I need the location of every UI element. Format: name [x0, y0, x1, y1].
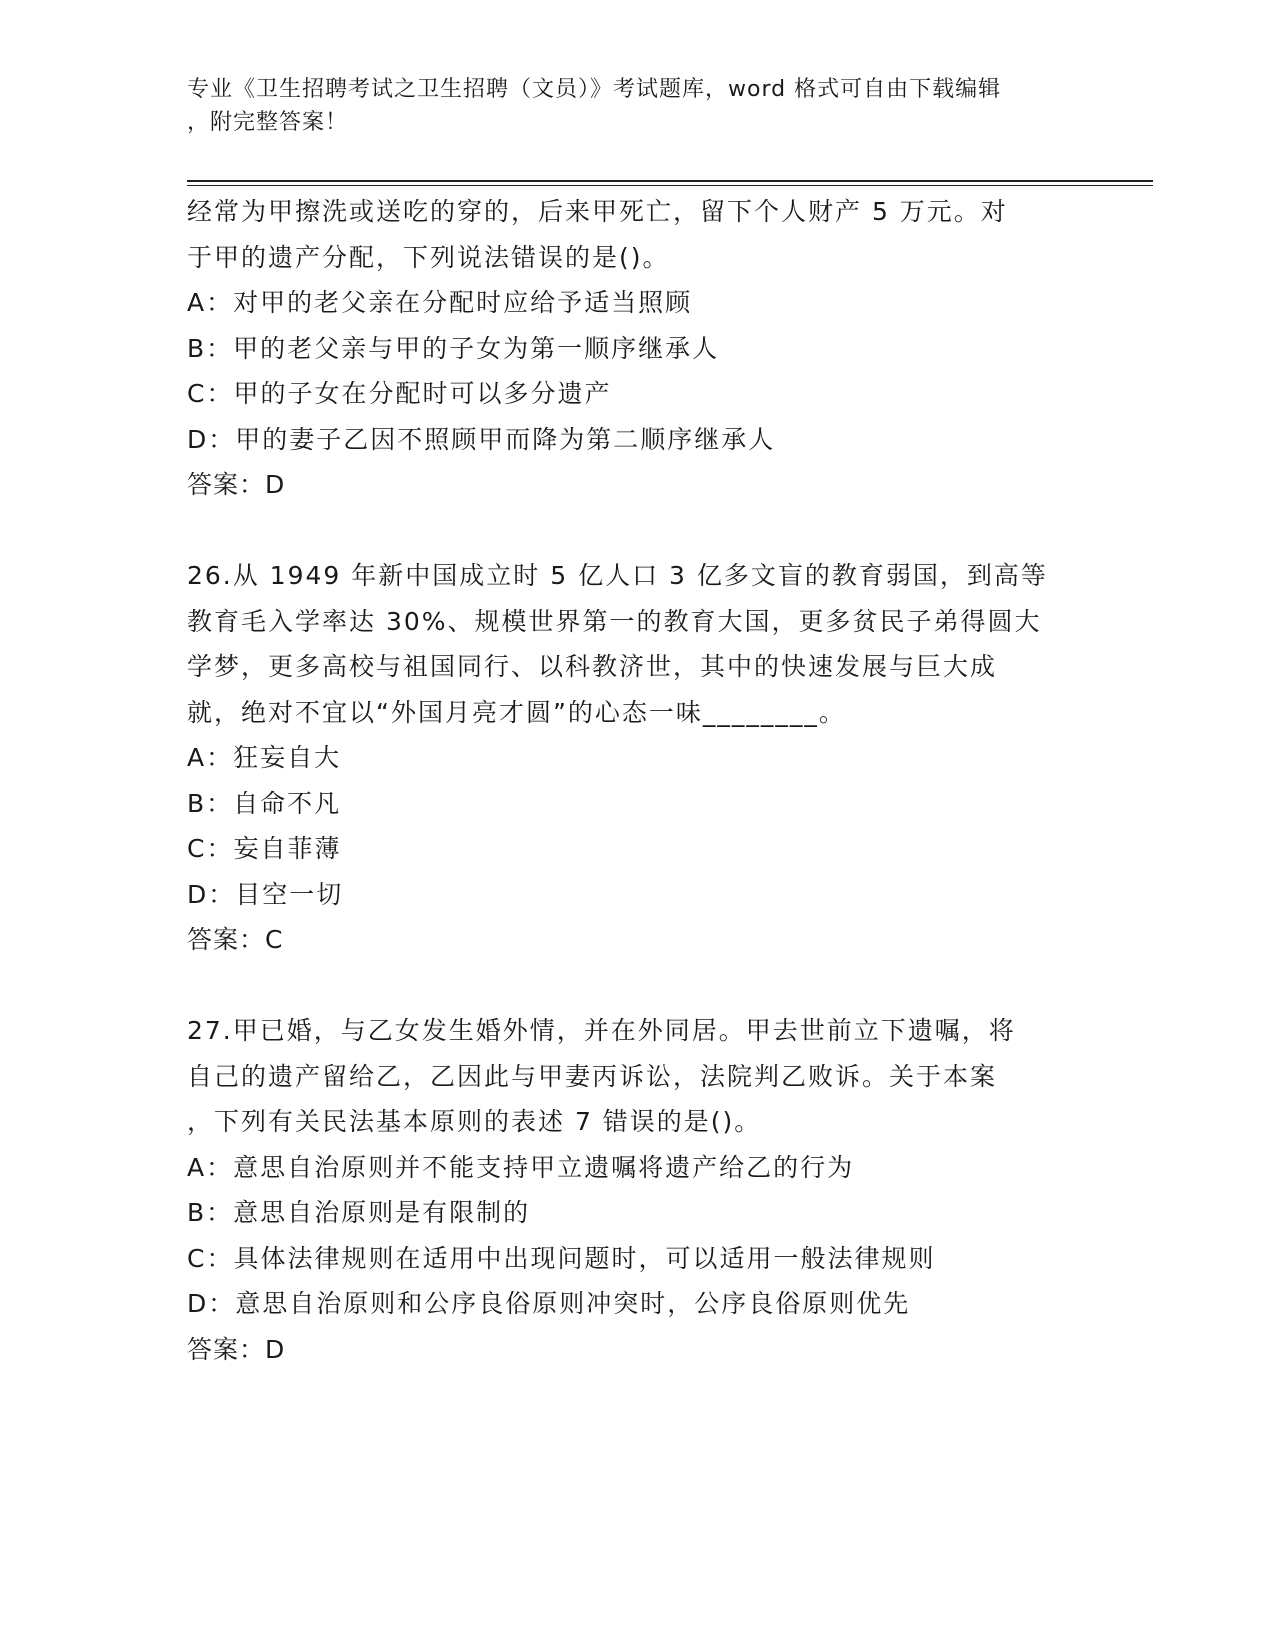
header-line-2: ，附完整答案！ [187, 110, 349, 135]
answer-text: 答案：D [187, 1334, 286, 1364]
answer-text: 答案：C [187, 925, 284, 954]
option-b: B：自命不凡 [187, 788, 342, 818]
option-c: C：妄自菲薄 [187, 834, 342, 863]
option-d: D：目空一切 [187, 879, 344, 909]
header-divider-thin [187, 185, 1153, 186]
question-stem-line: 26.从 1949 年新中国成立时 5 亿人口 3 亿多文盲的教育弱国，到高等 [187, 561, 1048, 590]
header-divider-thick [187, 180, 1153, 182]
option-c: C：甲的子女在分配时可以多分遗产 [187, 379, 612, 408]
option-a: A：对甲的老父亲在分配时应给予适当照顾 [187, 288, 693, 317]
question-item [187, 553, 1087, 963]
option-a: A：狂妄自大 [187, 743, 342, 772]
option-d: D：意思自治原则和公序良俗原则冲突时，公序良俗原则优先 [187, 1289, 911, 1318]
option-a: A：意思自治原则并不能支持甲立遗嘱将遗产给乙的行为 [187, 1152, 855, 1182]
option-d: D：甲的妻子乙因不照顾甲而降为第二顺序继承人 [187, 424, 776, 454]
question-stem-line: 经常为甲擦洗或送吃的穿的，后来甲死亡，留下个人财产 5 万元。对 [187, 197, 1008, 226]
option-c: C：具体法律规则在适用中出现问题时，可以适用一般法律规则 [187, 1243, 936, 1273]
option-b: B：意思自治原则是有限制的 [187, 1198, 531, 1227]
question-item [187, 1008, 1087, 1372]
document-header [187, 73, 1067, 139]
question-list [187, 189, 1087, 1372]
question-spacer [187, 508, 1087, 554]
question-stem-line: 27.甲已婚，与乙女发生婚外情，并在外同居。甲去世前立下遗嘱，将 [187, 1016, 1016, 1045]
question-item [187, 189, 1087, 508]
question-stem-line: 自己的遗产留给乙，乙因此与甲妻丙诉讼，法院判乙败诉。关于本案 [187, 1061, 998, 1091]
option-b: B：甲的老父亲与甲的子女为第一顺序继承人 [187, 333, 720, 363]
question-stem-line: 于甲的遗产分配，下列说法错误的是()。 [187, 242, 670, 272]
question-stem-line: 学梦，更多高校与祖国同行、以科教济世，其中的快速发展与巨大成 [187, 652, 998, 681]
answer-text: 答案：D [187, 470, 286, 499]
header-line-1: 专业《卫生招聘考试之卫生招聘（文员）》考试题库，word 格式可自由下载编辑 [187, 77, 1002, 102]
question-stem-line: ，下列有关民法基本原则的表述 7 错误的是()。 [187, 1107, 762, 1136]
question-stem-line: 就，绝对不宜以“外国月亮才圆”的心态一味________。 [187, 697, 846, 727]
question-stem-line: 教育毛入学率达 30%、规模世界第一的教育大国，更多贫民子弟得圆大 [187, 606, 1042, 636]
question-spacer [187, 963, 1087, 1009]
